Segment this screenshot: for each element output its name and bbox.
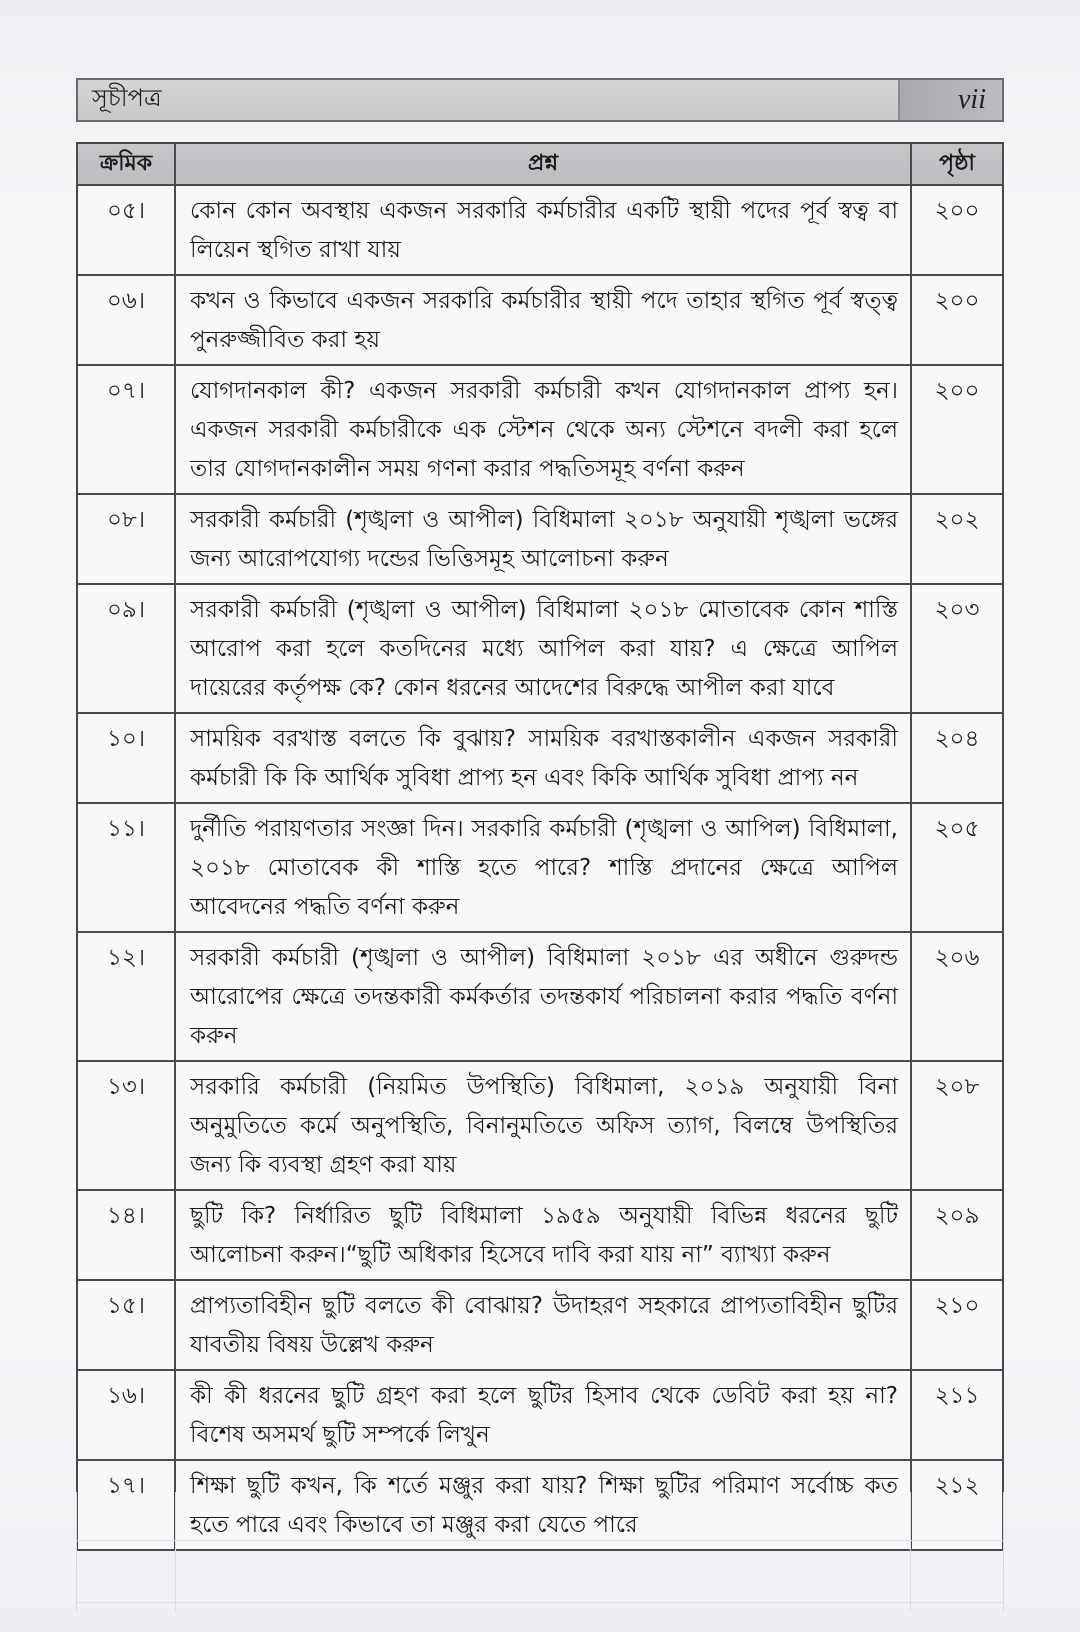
column-header-question: প্রশ্ন [175,143,911,185]
table-row [77,1280,1003,1370]
ghost-row-divider [77,1540,1003,1541]
row-question: সরকারি কর্মচারী (নিয়মিত উপস্থিতি) বিধিমালা, ২০১৯ অনুযায়ী বিনা অনুমুতিতে কর্মে অনুপস্থিতি, বিনানুমতিতে অফিস ত্যাগ, বিলম্বে উপস্থিতির জন্য কি ব্যবস্থা গ্রহণ করা যায় [175,1061,911,1190]
row-question: সরকারী কর্মচারী (শৃঙ্খলা ও আপীল) বিধিমালা ২০১৮ মোতাবেক কোন শাস্তি আরোপ করা হলে কতদিনের মধ্যে আপিল করা যায়? এ ক্ষেত্রে আপিল দায়েরের কর্তৃপক্ষ কে? কোন ধরনের আদেশের বিরুদ্ধে আপীল করা যাবে [175,584,911,713]
table-row [77,185,1003,275]
row-page-number: ২০০ [911,275,1003,365]
running-header [76,78,1004,122]
row-serial: ০৯। [77,584,175,713]
row-serial: ১৫। [77,1280,175,1370]
row-serial: ১২। [77,932,175,1061]
table-row [77,1190,1003,1280]
table-row [77,1370,1003,1460]
column-header-page: পৃষ্ঠা [911,143,1003,185]
table-row [77,932,1003,1061]
row-question: সরকারী কর্মচারী (শৃঙ্খলা ও আপীল) বিধিমালা ২০১৮ এর অধীনে গুরুদন্ড আরোপের ক্ষেত্রে তদন্তকারী কর্মকর্তার তদন্তকার্য পরিচালনা করার পদ্ধতি বর্ণনা করুন [175,932,911,1061]
bleed-through-area [76,1492,1004,1612]
ghost-column-divider [175,1492,176,1612]
row-page-number: ২০২ [911,494,1003,584]
table-row [77,275,1003,365]
page-number-roman: vii [898,80,1002,120]
row-page-number: ২১২ [911,1460,1003,1550]
row-page-number: ২০৯ [911,1190,1003,1280]
row-page-number: ২০০ [911,185,1003,275]
ghost-row-divider [77,1602,1003,1603]
row-page-number: ২০০ [911,365,1003,494]
table-row [77,803,1003,932]
section-title: সূচীপত্র [78,80,898,120]
row-question: কোন কোন অবস্থায় একজন সরকারি কর্মচারীর একটি স্থায়ী পদের পূর্ব স্বত্ব বা লিয়েন স্থগিত রাখা যায় [175,185,911,275]
row-question: কী কী ধরনের ছুটি গ্রহণ করা হলে ছুটির হিসাব থেকে ডেবিট করা হয় না? বিশেষ অসমর্থ ছুটি সম্পর্কে লিখুন [175,1370,911,1460]
row-question: ছুটি কি? নির্ধারিত ছুটি বিধিমালা ১৯৫৯ অনুযায়ী বিভিন্ন ধরনের ছুটি আলোচনা করুন।“ছুটি অধিকার হিসেবে দাবি করা যায় না” ব্যাখ্যা করুন [175,1190,911,1280]
row-serial: ০৬। [77,275,175,365]
row-page-number: ২০৫ [911,803,1003,932]
contents-table [76,142,1004,1551]
row-question: প্রাপ্যতাবিহীন ছুটি বলতে কী বোঝায়? উদাহরণ সহকারে প্রাপ্যতাবিহীন ছুটির যাবতীয় বিষয় উল্লেখ করুন [175,1280,911,1370]
row-page-number: ২০৮ [911,1061,1003,1190]
table-row [77,1061,1003,1190]
row-page-number: ২০৪ [911,713,1003,803]
table-header-row [77,143,1003,185]
row-question: সাময়িক বরখাস্ত বলতে কি বুঝায়? সাময়িক বরখাস্তকালীন একজন সরকারী কর্মচারী কি কি আর্থিক সুবিধা প্রাপ্য হন এবং কিকি আর্থিক সুবিধা প্রাপ্য নন [175,713,911,803]
row-serial: ১৭। [77,1460,175,1550]
row-serial: ১৪। [77,1190,175,1280]
row-serial: ১০। [77,713,175,803]
row-page-number: ২১১ [911,1370,1003,1460]
row-page-number: ২১০ [911,1280,1003,1370]
column-header-serial: ক্রমিক [77,143,175,185]
table-row [77,584,1003,713]
row-serial: ১৩। [77,1061,175,1190]
row-question: কখন ও কিভাবে একজন সরকারি কর্মচারীর স্থায়ী পদে তাহার স্থগিত পূর্ব স্বত্ত্ব পুনরুজ্জীবিত করা হয় [175,275,911,365]
row-serial: ০৮। [77,494,175,584]
row-serial: ১৬। [77,1370,175,1460]
table-row [77,365,1003,494]
row-question: শিক্ষা ছুটি কখন, কি শর্তে মঞ্জুর করা যায়? শিক্ষা ছুটির পরিমাণ সর্বোচ্চ কত হতে পারে এবং কিভাবে তা মঞ্জুর করা যেতে পারে [175,1460,911,1550]
row-question: দুর্নীতি পরায়ণতার সংজ্ঞা দিন। সরকারি কর্মচারী (শৃঙ্খলা ও আপিল) বিধিমালা, ২০১৮ মোতাবেক কী শাস্তি হতে পারে? শাস্তি প্রদানের ক্ষেত্রে আপিল আবেদনের পদ্ধতি বর্ণনা করুন [175,803,911,932]
row-serial: ০৭। [77,365,175,494]
row-page-number: ২০৬ [911,932,1003,1061]
ghost-column-divider [910,1492,911,1612]
row-serial: ১১। [77,803,175,932]
table-row [77,494,1003,584]
row-question: যোগদানকাল কী? একজন সরকারী কর্মচারী কখন যোগদানকাল প্রাপ্য হন। একজন সরকারী কর্মচারীকে এক স্টেশন থেকে অন্য স্টেশনে বদলী করা হলে তার যোগদানকালীন সময় গণনা করার পদ্ধতিসমূহ বর্ণনা করুন [175,365,911,494]
table-row [77,713,1003,803]
row-page-number: ২০৩ [911,584,1003,713]
row-serial: ০৫। [77,185,175,275]
row-question: সরকারী কর্মচারী (শৃঙ্খলা ও আপীল) বিধিমালা ২০১৮ অনুযায়ী শৃঙ্খলা ভঙ্গের জন্য আরোপযোগ্য দন্ডের ভিত্তিসমূহ আলোচনা করুন [175,494,911,584]
